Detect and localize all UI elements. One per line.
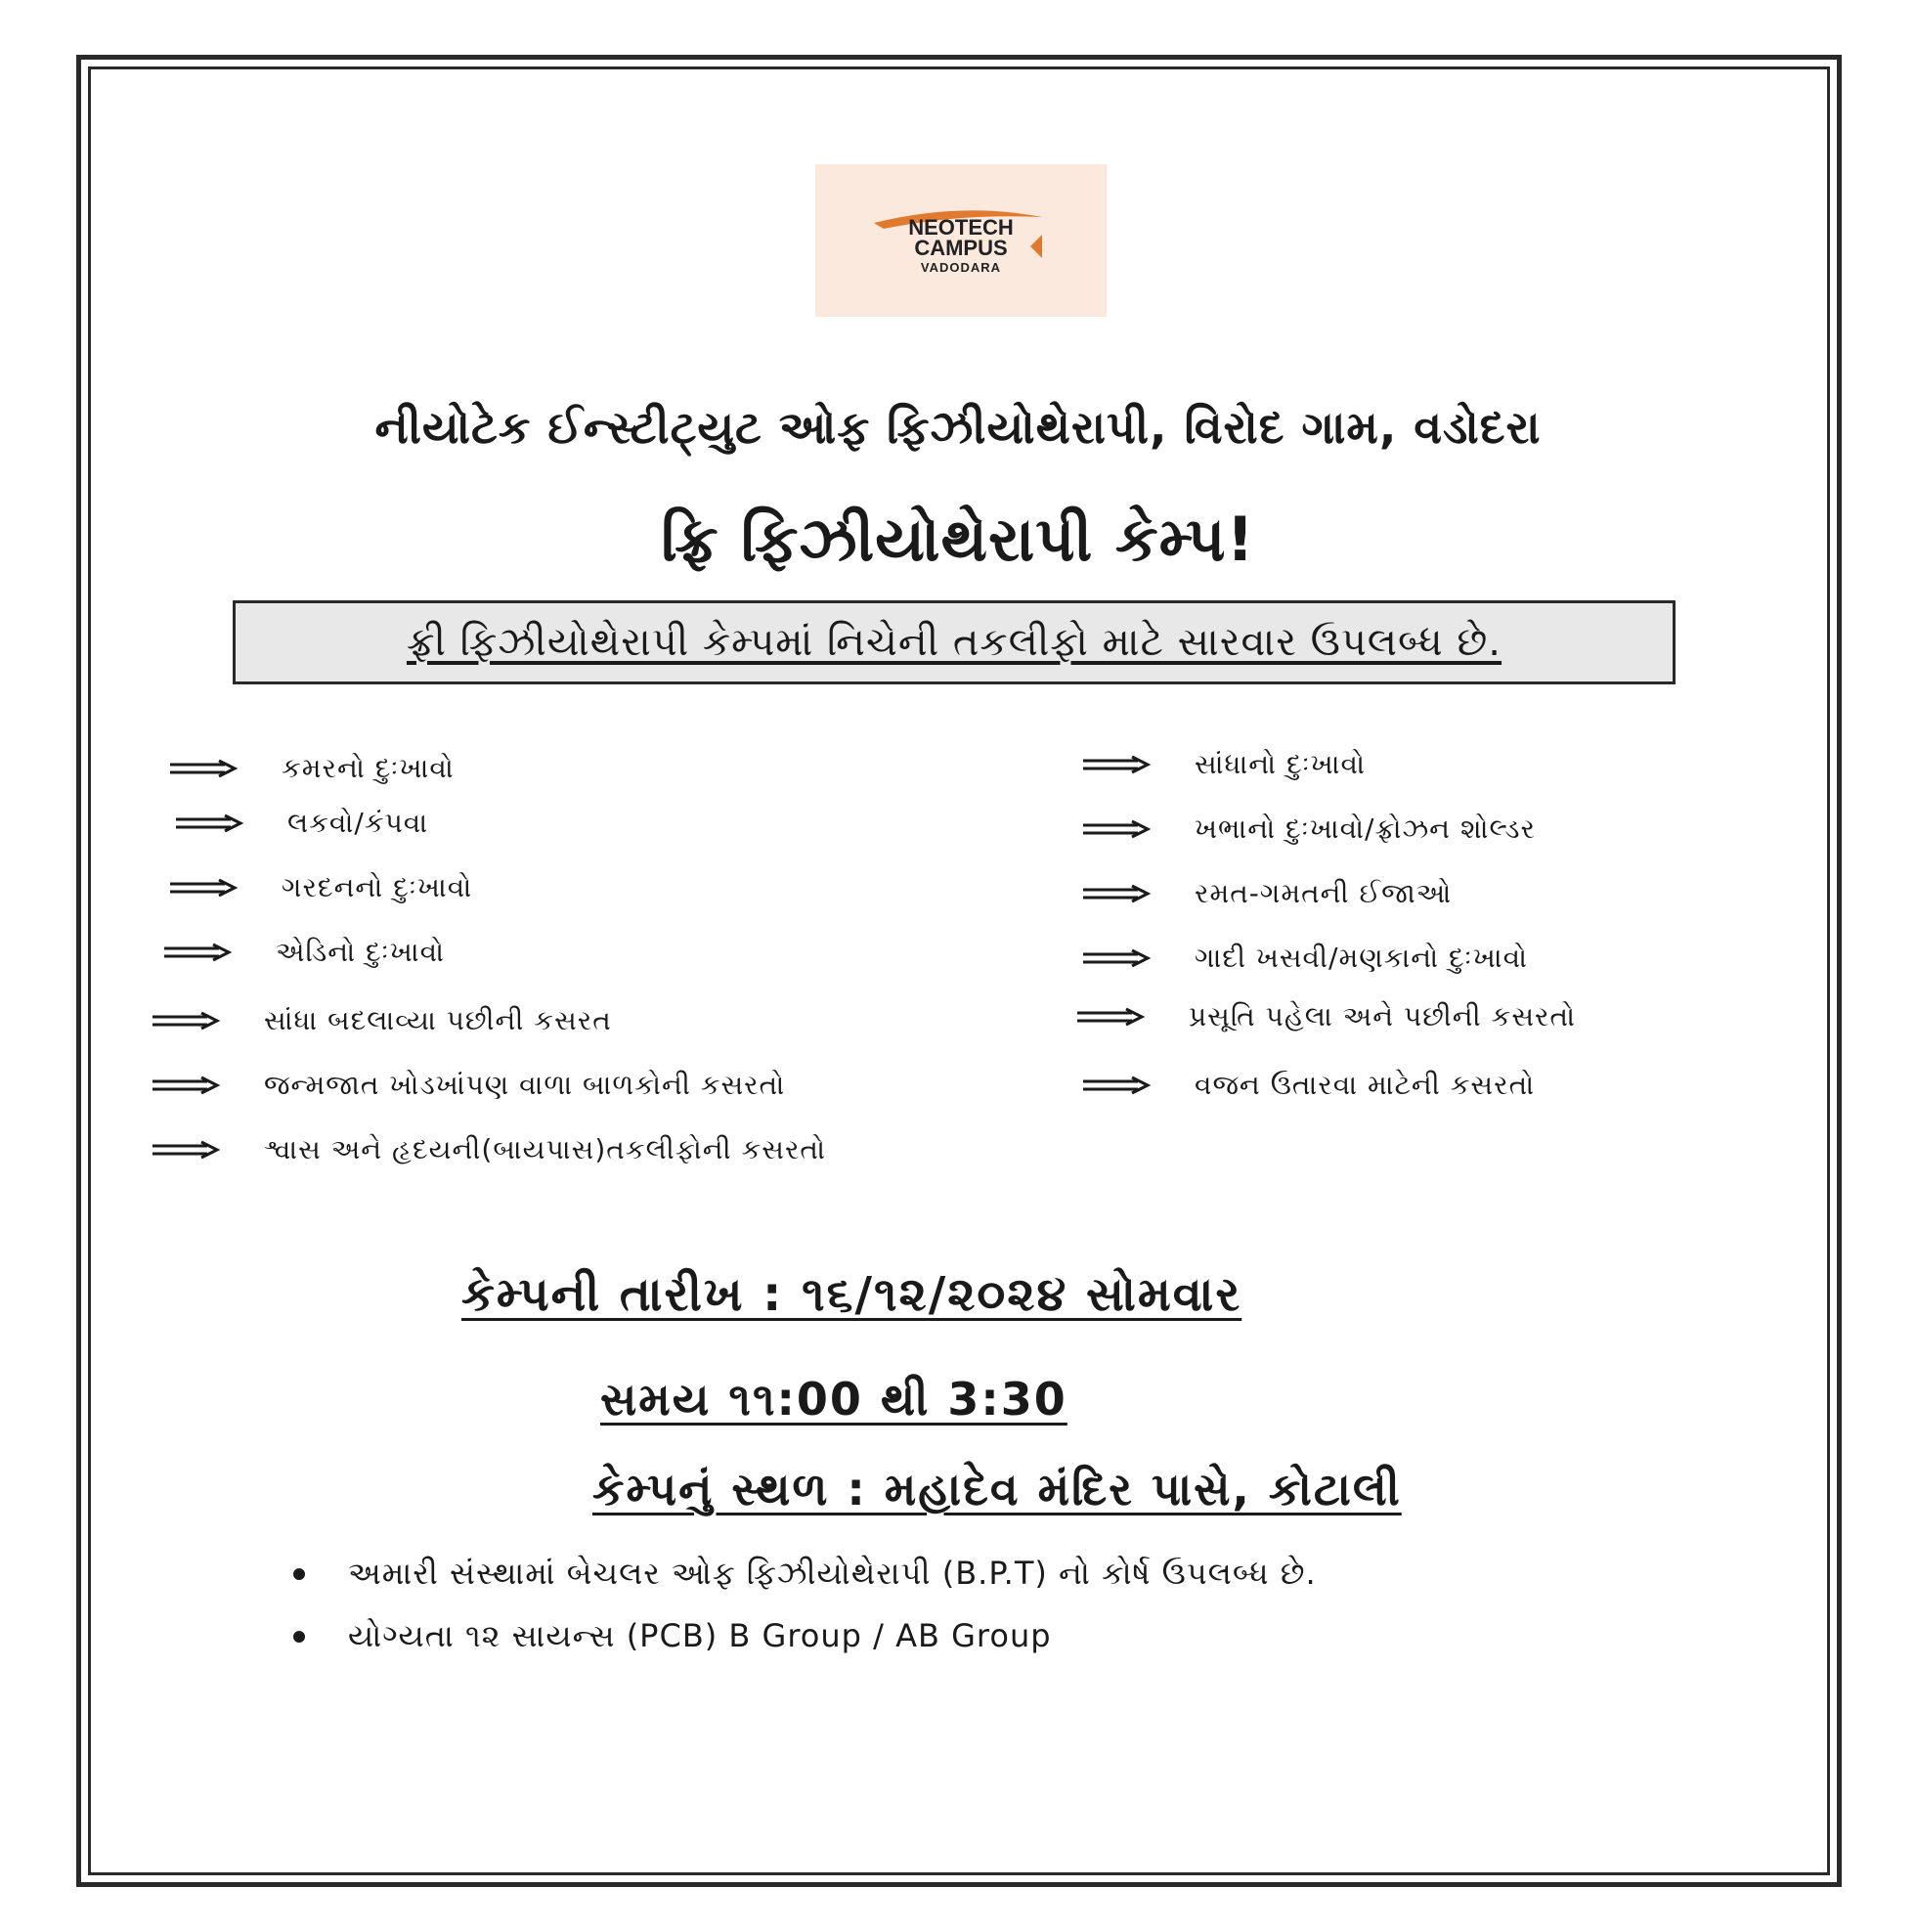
arrow-right-icon [162,942,233,963]
ailment-left-5: સાંધા બદલાવ્યા પછીની કસરત [151,1001,612,1040]
ailment-left-6: જન્મજાત ખોડખાંપણ વાળા બાળકોની કસરતો [151,1066,785,1105]
logo-line-3: VADODARA [920,260,1002,275]
camp-date: કેમ્પની તારીખ : ૧૬/૧૨/૨૦૨૪ સોમવાર [461,1267,1242,1322]
camp-location: કેમ્પનું સ્થળ : મહાદેવ મંદિર પાસે, કોટાલી [592,1463,1402,1515]
arrow-right-icon [1081,754,1152,775]
arrow-right-icon [151,1139,221,1161]
neotech-campus-logo [815,164,1107,317]
arrow-right-icon [151,1075,221,1096]
logo-graphic [815,164,1107,317]
arrow-right-icon [1081,1075,1152,1096]
ailment-right-3: રમત-ગમતની ઈજાઓ [1081,874,1452,913]
arrow-right-icon [1081,818,1152,840]
ailment-left-2: લકવો/કંપવા [174,804,428,843]
treatment-banner [233,600,1676,684]
ailment-right-5: પ્રસૂતિ પહેલા અને પછીની કસરતો [1075,997,1576,1036]
bullet-icon [293,1631,305,1643]
ailment-right-6: વજન ઉતારવા માટેની કસરતો [1081,1066,1535,1105]
ailment-left-7: શ્વાસ અને હૃદયની(બાયપાસ)તકલીફોની કસરતો [151,1130,826,1169]
ailment-left-4: એડિનો દુઃખાવો [162,933,445,972]
ailment-left-3: ગરદનનો દુઃખાવો [168,868,472,907]
arrow-right-icon [1081,947,1152,969]
camp-time: સમય ૧૧:00 થી 3:30 [600,1373,1067,1426]
ailment-right-4: ગાદી ખસવી/મણકાનો દુઃખાવો [1081,939,1528,978]
bullet-icon [293,1568,305,1580]
arrow-right-icon [174,812,244,834]
arrow-right-icon [168,877,239,899]
ailment-left-1: કમરનો દુઃખાવો [168,749,455,788]
arrow-right-icon [168,758,239,779]
logo-line-2: CAMPUS [914,236,1008,260]
arrow-right-icon [1081,883,1152,904]
arrow-right-icon [151,1010,221,1032]
ailment-right-2: ખભાનો દુઃખાવો/ફ્રોઝન શોલ્ડર [1081,810,1536,849]
camp-headline: ફ્રિ ફિઝીયોથેરાપી કેમ્પ! [661,504,1255,575]
note-eligibility: યોગ્યતા ૧૨ સાયન્સ (PCB) B Group / AB Group [293,1617,1052,1655]
institute-title: નીયોટેક ઈન્સ્ટીટ્યુટ ઓફ ફિઝીયોથેરાપી, વિરોદ ગામ, વડોદરા [374,401,1542,454]
ailment-right-1: સાંધાનો દુઃખાવો [1081,745,1366,784]
arrow-right-icon [1075,1006,1146,1028]
note-bpt-course: અમારી સંસ્થામાં બેચલર ઓફ ફિઝીયોથેરાપી (B.P.T) નો કોર્ષ ઉપલબ્ધ છે. [293,1555,1317,1593]
logo-line-1: NEOTECH [908,215,1014,240]
banner-text: ફ્રી ફિઝીયોથેરાપી કેમ્પમાં નિચેની તકલીફો માટે સારવાર ઉપલબ્ધ છે. [406,620,1502,665]
